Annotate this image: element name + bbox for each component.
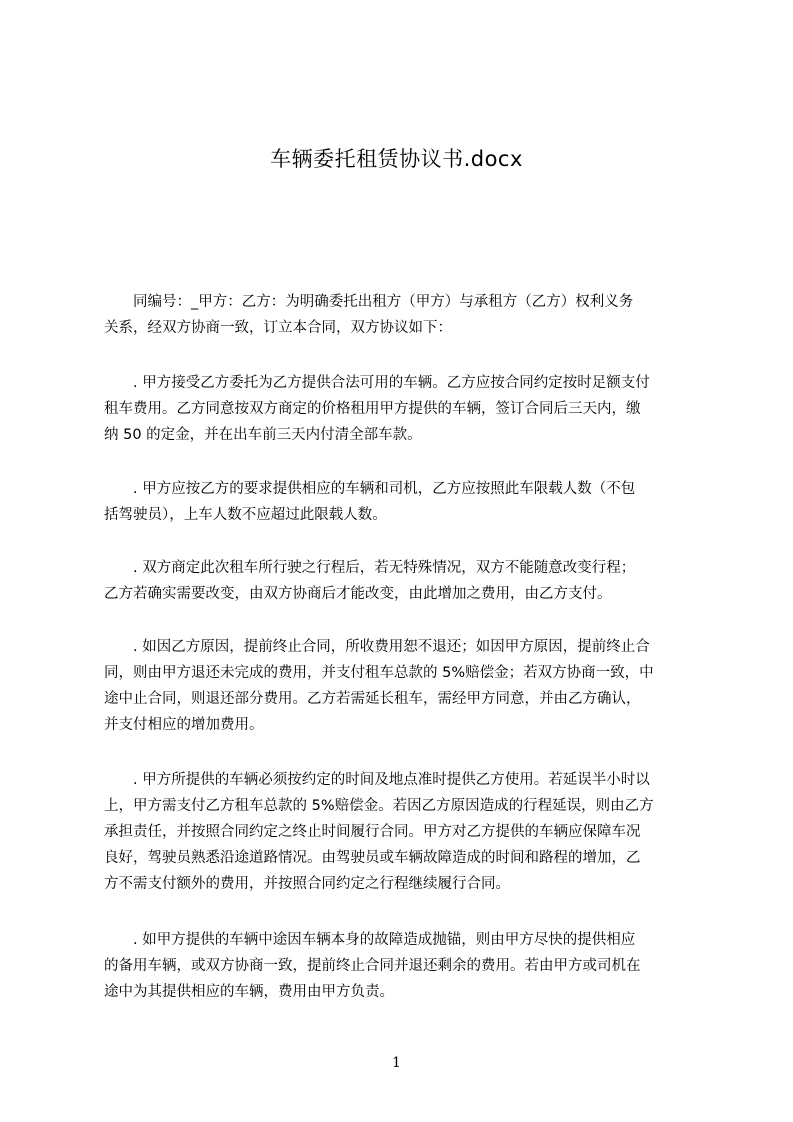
- paragraph-line: . 甲方接受乙方委托为乙方提供合法可用的车辆。乙方应按合同约定按时足额支付: [104, 375, 650, 391]
- paragraph-line: 方不需支付额外的费用，并按照合同约定之行程继续履行合同。: [104, 876, 510, 892]
- paragraph-clause: [104, 476, 712, 528]
- paragraph-line: . 甲方应按乙方的要求提供相应的车辆和司机，乙方应按照此车限载人数（不包: [104, 481, 636, 497]
- paragraph-line: . 如因乙方原因，提前终止合同，所收费用恕不退还；如因甲方原因，提前终止合: [104, 639, 650, 655]
- paragraph-line: . 甲方所提供的车辆必须按约定的时间及地点准时提供乙方使用。若延误半小时以: [104, 772, 650, 788]
- paragraph-line: 关系，经双方协商一致，订立本合同，双方协议如下：: [104, 320, 452, 336]
- paragraph-clause: [104, 767, 712, 897]
- paragraph-clause: [104, 927, 712, 1005]
- paragraph-clause: [104, 370, 712, 448]
- paragraph-line: 的备用车辆，或双方协商一致，提前终止合同并退还剩余的费用。若由甲方或司机在: [104, 958, 641, 974]
- paragraph-line: 括驾驶员），上车人数不应超过此限载人数。: [104, 507, 387, 523]
- paragraph-intro: [104, 289, 712, 341]
- paragraph-line: 良好，驾驶员熟悉沿途道路情况。由驾驶员或车辆故障造成的时间和路程的增加，乙: [104, 850, 641, 866]
- paragraph-line: 同，则由甲方退还未完成的费用，并支付租车总款的 5%赔偿金；若双方协商一致，中: [104, 665, 654, 681]
- paragraph-line: 并支付相应的增加费用。: [104, 717, 264, 733]
- paragraph-line: 纳 50 的定金，并在出车前三天内付清全部车款。: [104, 427, 422, 443]
- paragraph-clause: [104, 634, 712, 738]
- paragraph-line: 租车费用。乙方同意按双方商定的价格租用甲方提供的车辆，签订合同后三天内，缴: [104, 401, 641, 417]
- paragraph-line: 承担责任，并按照合同约定之终止时间履行合同。甲方对乙方提供的车辆应保障车况: [104, 824, 641, 840]
- paragraph-line: . 如甲方提供的车辆中途因车辆本身的故障造成抛锚，则由甲方尽快的提供相应: [104, 932, 636, 948]
- paragraph-line: 途中为其提供相应的车辆，费用由甲方负责。: [104, 984, 394, 1000]
- paragraph-clause: [104, 555, 712, 607]
- paragraph-line: 同编号：_甲方：乙方：为明确委托出租方（甲方）与承租方（乙方）权利义务: [104, 294, 634, 310]
- paragraph-line: 乙方若确实需要改变，由双方协商后才能改变，由此增加之费用，由乙方支付。: [104, 586, 612, 602]
- paragraph-line: 上，甲方需支付乙方租车总款的 5%赔偿金。若因乙方原因造成的行程延误，则由乙方: [104, 798, 654, 814]
- paragraph-line: . 双方商定此次租车所行驶之行程后，若无特殊情况，双方不能随意改变行程；: [104, 560, 636, 576]
- document-title: 车辆委托租赁协议书.docx: [270, 147, 523, 171]
- page-number: 1: [392, 1055, 401, 1071]
- paragraph-line: 途中止合同，则退还部分费用。乙方若需延长租车，需经甲方同意，并由乙方确认，: [104, 691, 641, 707]
